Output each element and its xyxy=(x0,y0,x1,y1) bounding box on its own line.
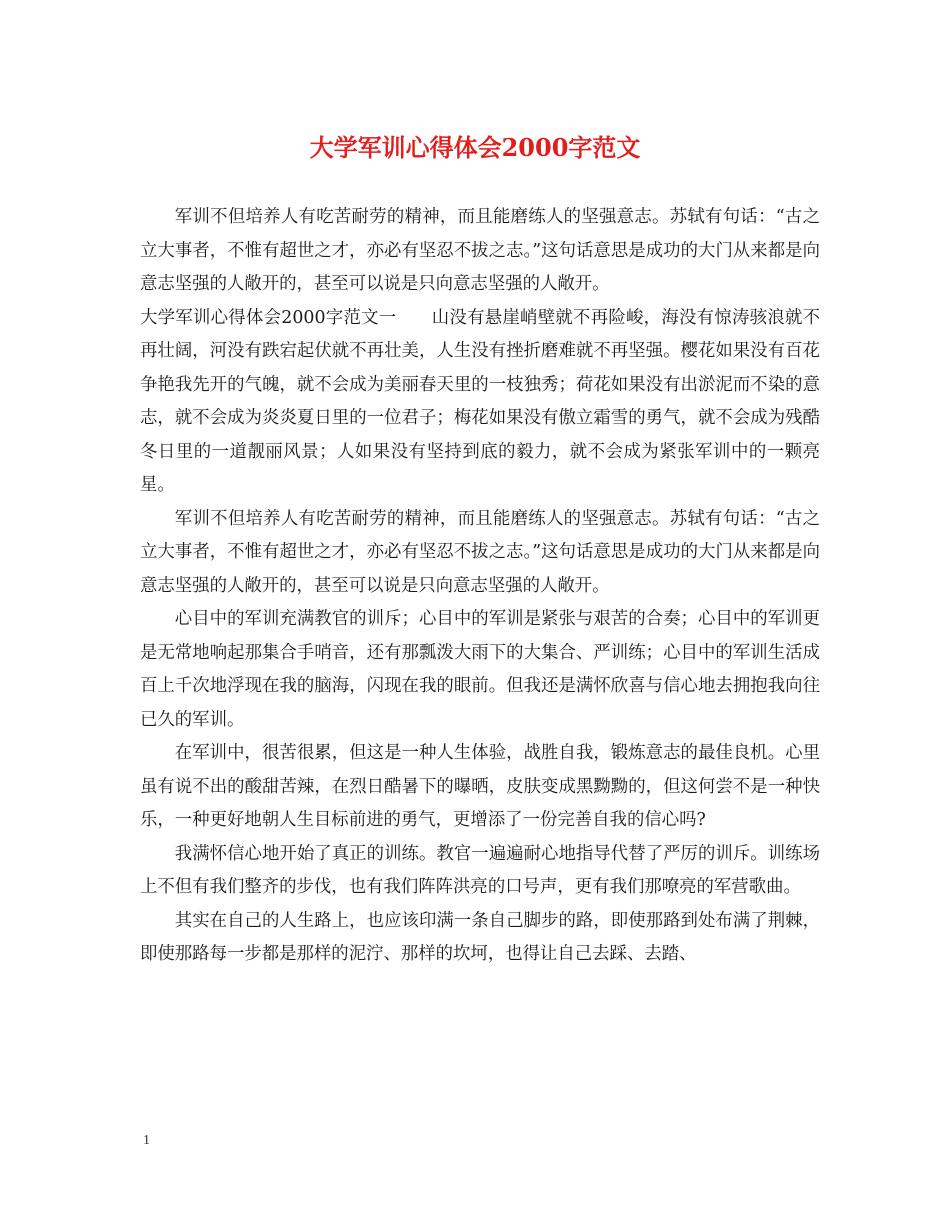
paragraph-5: 在军训中，很苦很累，但这是一种人生体验，战胜自我，锻炼意志的最佳良机。心里虽有说不出的酸甜苦辣，在烈日酷暑下的曝晒，皮肤变成黑黝黝的，但这何尝不是一种快乐，一种更好地朝人生目标前进的勇气，更增添了一份完善自我的信心吗? xyxy=(140,743,820,830)
paragraph-4: 心目中的军训充满教官的训斥；心目中的军训是紧张与艰苦的合奏；心目中的军训更是无常地响起那集合手哨音，还有那瓢泼大雨下的大集合、严训练；心目中的军训生活成百上千次地浮现在我的脑海，闪现在我的眼前。但我还是满怀欣喜与信心地去拥抱我向往已久的军训。 xyxy=(140,609,820,730)
page-number: 1 xyxy=(143,1133,150,1148)
paragraph-6: 我满怀信心地开始了真正的训练。教官一遍遍耐心地指导代替了严厉的训斥。训练场上不但有我们整齐的步伐，也有我们阵阵洪亮的口号声，更有我们那嘹亮的军营歌曲。 xyxy=(140,843,820,897)
document-title: 大学军训心得体会2000字范文 xyxy=(309,133,641,162)
paragraph-2: 大学军训心得体会2000字范文一 山没有悬崖峭壁就不再险峻，海没有惊涛骇浪就不再壮阔，河没有跌宕起伏就不再壮美，人生没有挫折磨难就不再坚强。樱花如果没有百花争艳我先开的气魄，就不会成为美丽春天里的一枝独秀；荷花如果没有出淤泥而不染的意志，就不会成为炎炎夏日里的一位君子；梅花如果没有傲立霜雪的勇气，就不会成为残酷冬日里的一道靓丽风景；人如果没有坚持到底的毅力，就不会成为紧张军训中的一颗亮星。 xyxy=(140,307,820,495)
paragraph-1: 军训不但培养人有吃苦耐劳的精神，而且能磨练人的坚强意志。苏轼有句话：“古之立大事者，不惟有超世之才，亦必有坚忍不拔之志。”这句话意思是成功的大门从来都是向意志坚强的人敞开的，甚至可以说是只向意志坚强的人敞开。 xyxy=(140,207,820,294)
paragraph-7: 其实在自己的人生路上，也应该印满一条自己脚步的路，即使那路到处布满了荆棘，即使那路每一步都是那样的泥泞、那样的坎坷，也得让自己去踩、去踏、 xyxy=(140,910,820,964)
document-body xyxy=(140,201,820,972)
paragraph-3: 军训不但培养人有吃苦耐劳的精神，而且能磨练人的坚强意志。苏轼有句话：“古之立大事者，不惟有超世之才，亦必有坚忍不拔之志。”这句话意思是成功的大门从来都是向意志坚强的人敞开的，甚至可以说是只向意志坚强的人敞开。 xyxy=(140,508,820,596)
